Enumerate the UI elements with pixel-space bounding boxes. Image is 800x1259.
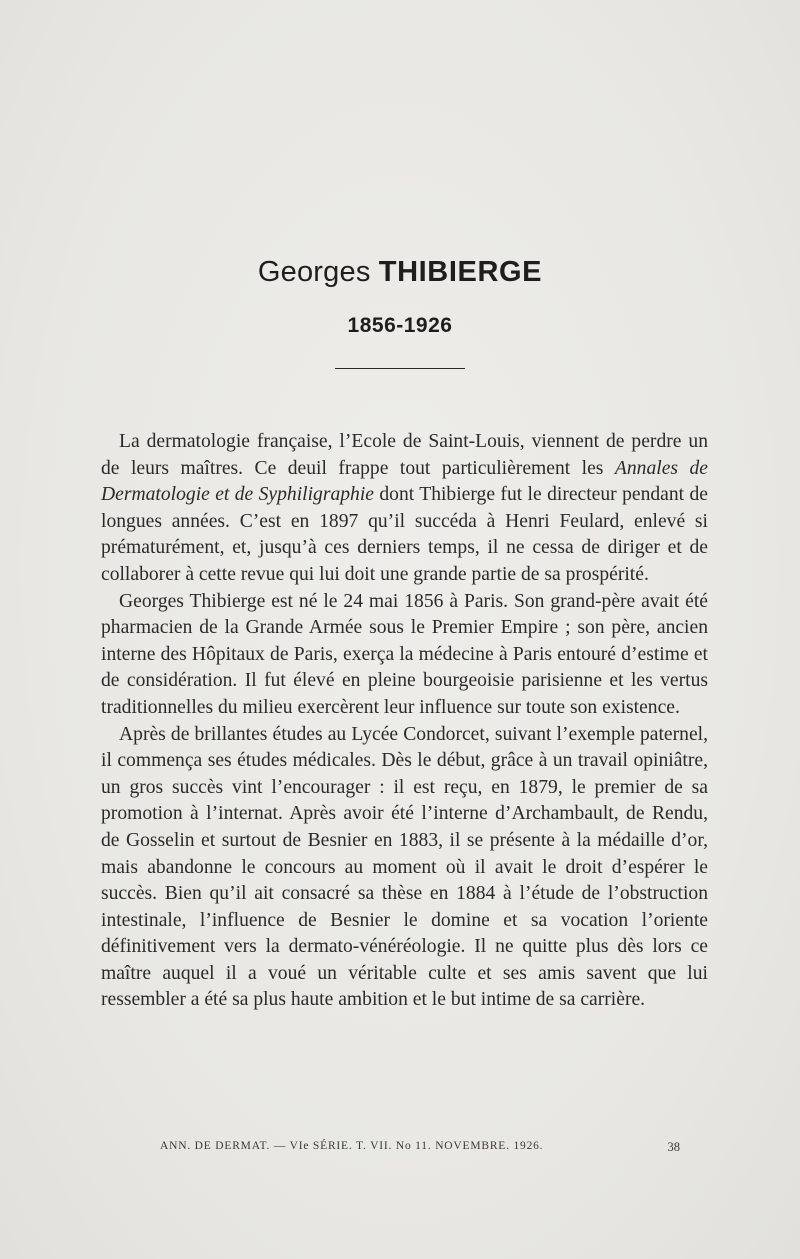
title-surname: THIBIERGE [378,256,543,288]
journal-title-italic: Annales de Dermatologie et de Syphiligraphie [101,457,708,506]
paragraph-3: Après de brillantes études au Lycée Condorcet, suivant l’exemple paternel, il commença ses études médicales. Dès le début, grâce à un travail opiniâtre, un gros succès vint l’encourager : il est reçu, en 1879, le premier de sa promotion à l’internat. Après avoir été l’interne d’Archambault, de Rendu, de Gosselin et surtout de Besnier en 1883, il se présente à la médaille d’or, mais abandonne le concours au moment où il avait le droit d’espérer le succès. Bien qu’il ait consacré sa thèse en 1884 à l’étude de l’obstruction intestinale, l’influence de Besnier le domine et sa vocation l’oriente définitivement vers la dermato-vénéréologie. Il ne quitte plus dès lors ce maître auquel il a voué un véritable culte et ses amis savent que lui ressembler a été sa plus haute ambition et le but intime de sa carrière. [101,723,708,1011]
footer-journal-line: ANN. DE DERMAT. — VIe SÉRIE. T. VII. No 11. NOVEMBRE. 1926. [160,1140,544,1152]
article-title [0,256,800,289]
title-divider [335,368,465,369]
paragraph-1-text-a: La dermatologie française, l’Ecole de Saint-Louis, viennent de perdre un de leurs maîtres. Ce deuil frappe tout particulièrement les [101,431,708,479]
paragraph-1-text-b: dont Thibierge fut le directeur pendant de longues années. C’est en 1897 qu’il succéda à Henri Feulard, enlevé si prématurément, et, jusqu’à ces derniers temps, il ne cessa de diriger et de collaborer à cette revue qui lui doit une grande partie de sa prospérité. [101,484,708,585]
paragraph-2: Georges Thibierge est né le 24 mai 1856 à Paris. Son grand-père avait été pharmacien de la Grande Armée sous le Premier Empire ; son père, ancien interne des Hôpitaux de Paris, exerça la médecine à Paris entouré d’estime et de considération. Il fut élevé en pleine bourgeoisie parisienne et les vertus traditionnelles du milieu exercèrent leur influence sur toute son existence. [101,590,708,718]
page-number: 38 [667,1140,680,1154]
title-first-name: Georges [257,256,371,288]
article-body [101,429,708,1014]
life-dates: 1856-1926 [347,314,453,337]
paragraph-1 [101,429,708,589]
page-footer [160,1140,680,1152]
